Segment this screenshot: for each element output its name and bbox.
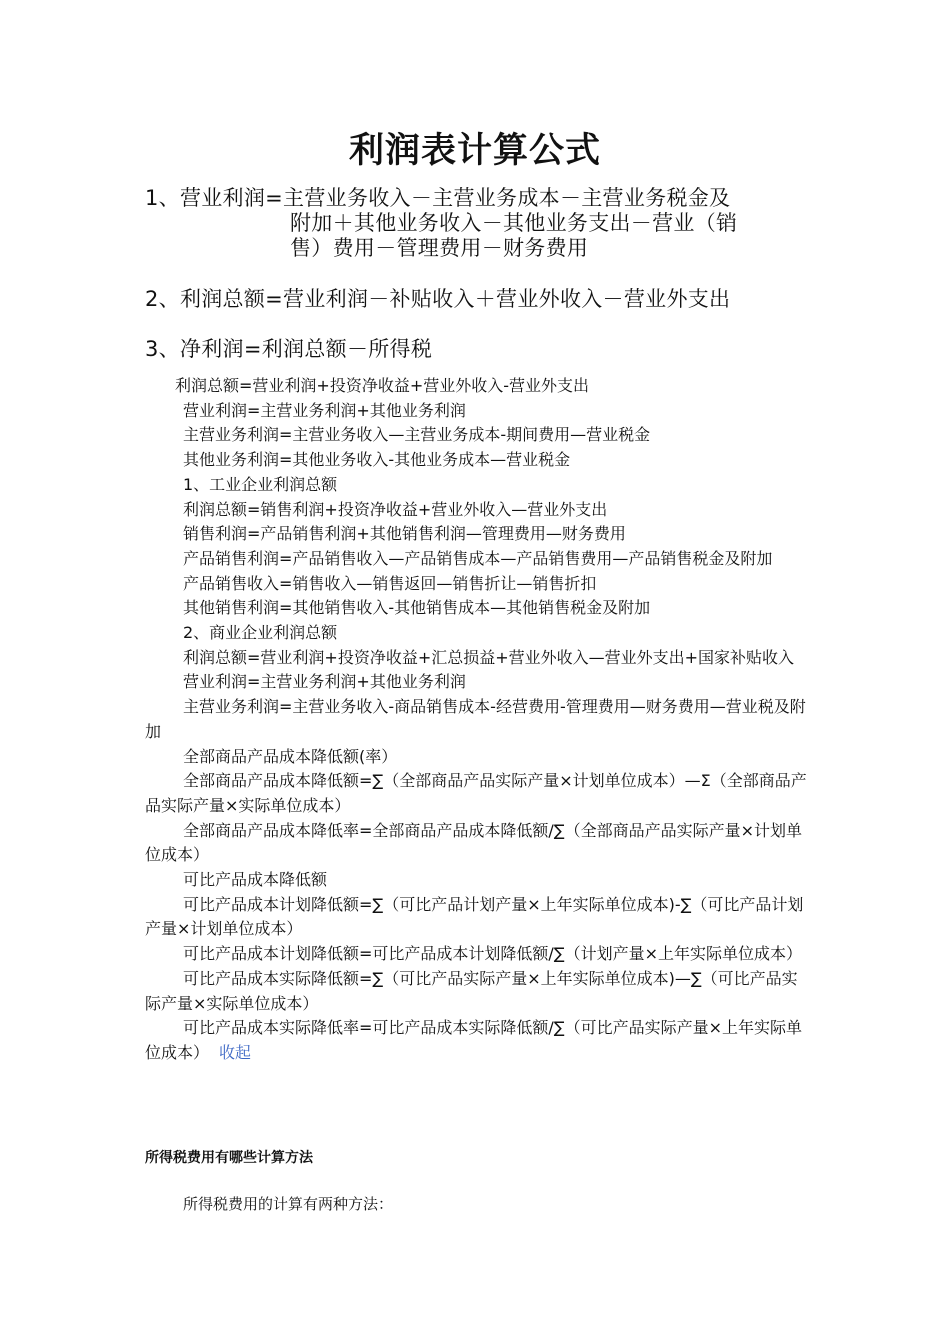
body-line: 可比产品成本降低额 <box>183 870 328 890</box>
body-line: 利润总额=销售利润+投资净收益+营业外收入—营业外支出 <box>183 499 608 519</box>
body-line: 利润总额=营业利润+投资净收益+汇总损益+营业外收入—营业外支出+国家补贴收入 <box>183 647 795 667</box>
body-line: 其他业务利润=其他业务收入-其他业务成本—营业税金 <box>183 450 571 470</box>
body-line: 营业利润=主营业务利润+其他业务利润 <box>183 400 466 420</box>
body-line: 可比产品成本计划降低额=∑（可比产品计划产量×上年实际单位成本)-∑（可比产品计划产量×计划单位成本） <box>145 894 804 939</box>
page-title: 利润表计算公式 <box>348 131 601 171</box>
body-line: 2、商业企业利润总额 <box>183 623 338 643</box>
formula-line: 附加＋其他业务收入－其他业务支出－营业（销 <box>290 211 738 235</box>
body-line: 1、工业企业利润总额 <box>183 474 338 494</box>
body-line: 利润总额=营业利润+投资净收益+营业外收入-营业外支出 <box>175 376 589 395</box>
formula-line: 售）费用－管理费用－财务费用 <box>290 236 589 260</box>
formula-line: 1、营业利润=主营业务收入－主营业务成本－主营业务税金及 <box>145 186 731 210</box>
body-line: 销售利润=产品销售利润+其他销售利润—管理费用—财务费用 <box>183 524 626 544</box>
body-line-last <box>145 1016 810 1065</box>
formula-body <box>145 374 810 1066</box>
body-line: 产品销售利润=产品销售收入—产品销售成本—产品销售费用—产品销售税金及附加 <box>183 548 773 568</box>
body-line: 可比产品成本实际降低额=∑（可比产品实际产量×上年实际单位成本)—∑（可比产品实际产量×实际单位成本） <box>145 968 798 1013</box>
body-line-text: 可比产品成本实际降低率=可比产品成本实际降低额/∑（可比产品实际产量×上年实际单位成本） <box>145 1018 802 1062</box>
body-line: 产品销售收入=销售收入—销售返回—销售折让—销售折扣 <box>183 573 597 593</box>
body-line: 主营业务利润=主营业务收入—主营业务成本-期间费用—营业税金 <box>183 425 651 445</box>
formula-net-profit: 3、净利润=利润总额－所得税 <box>145 337 433 361</box>
formula-operating-profit <box>145 186 810 261</box>
formula-total-profit: 2、利润总额=营业利润－补贴收入＋营业外收入－营业外支出 <box>145 287 731 311</box>
collapse-link[interactable]: 收起 <box>219 1042 252 1062</box>
body-line: 营业利润=主营业务利润+其他业务利润 <box>183 672 466 692</box>
body-line: 其他销售利润=其他销售收入-其他销售成本—其他销售税金及附加 <box>183 598 651 618</box>
body-line: 主营业务利润=主营业务收入-商品销售成本-经营费用-管理费用—财务费用—营业税及附加 <box>145 697 806 741</box>
body-line: 可比产品成本计划降低额=可比产品成本计划降低额/∑（计划产量×上年实际单位成本） <box>183 944 802 964</box>
body-line: 全部商品产品成本降低额=∑（全部商品产品实际产量×计划单位成本）—Σ（全部商品产品实际产量×实际单位成本） <box>145 771 807 815</box>
body-line: 全部商品产品成本降低率=全部商品产品成本降低额/∑（全部商品产品实际产量×计划单位成本） <box>145 820 802 865</box>
section-heading: 所得税费用有哪些计算方法 <box>145 1150 313 1166</box>
body-line: 全部商品产品成本降低额(率） <box>183 746 398 766</box>
section-paragraph: 所得税费用的计算有两种方法： <box>183 1195 394 1213</box>
